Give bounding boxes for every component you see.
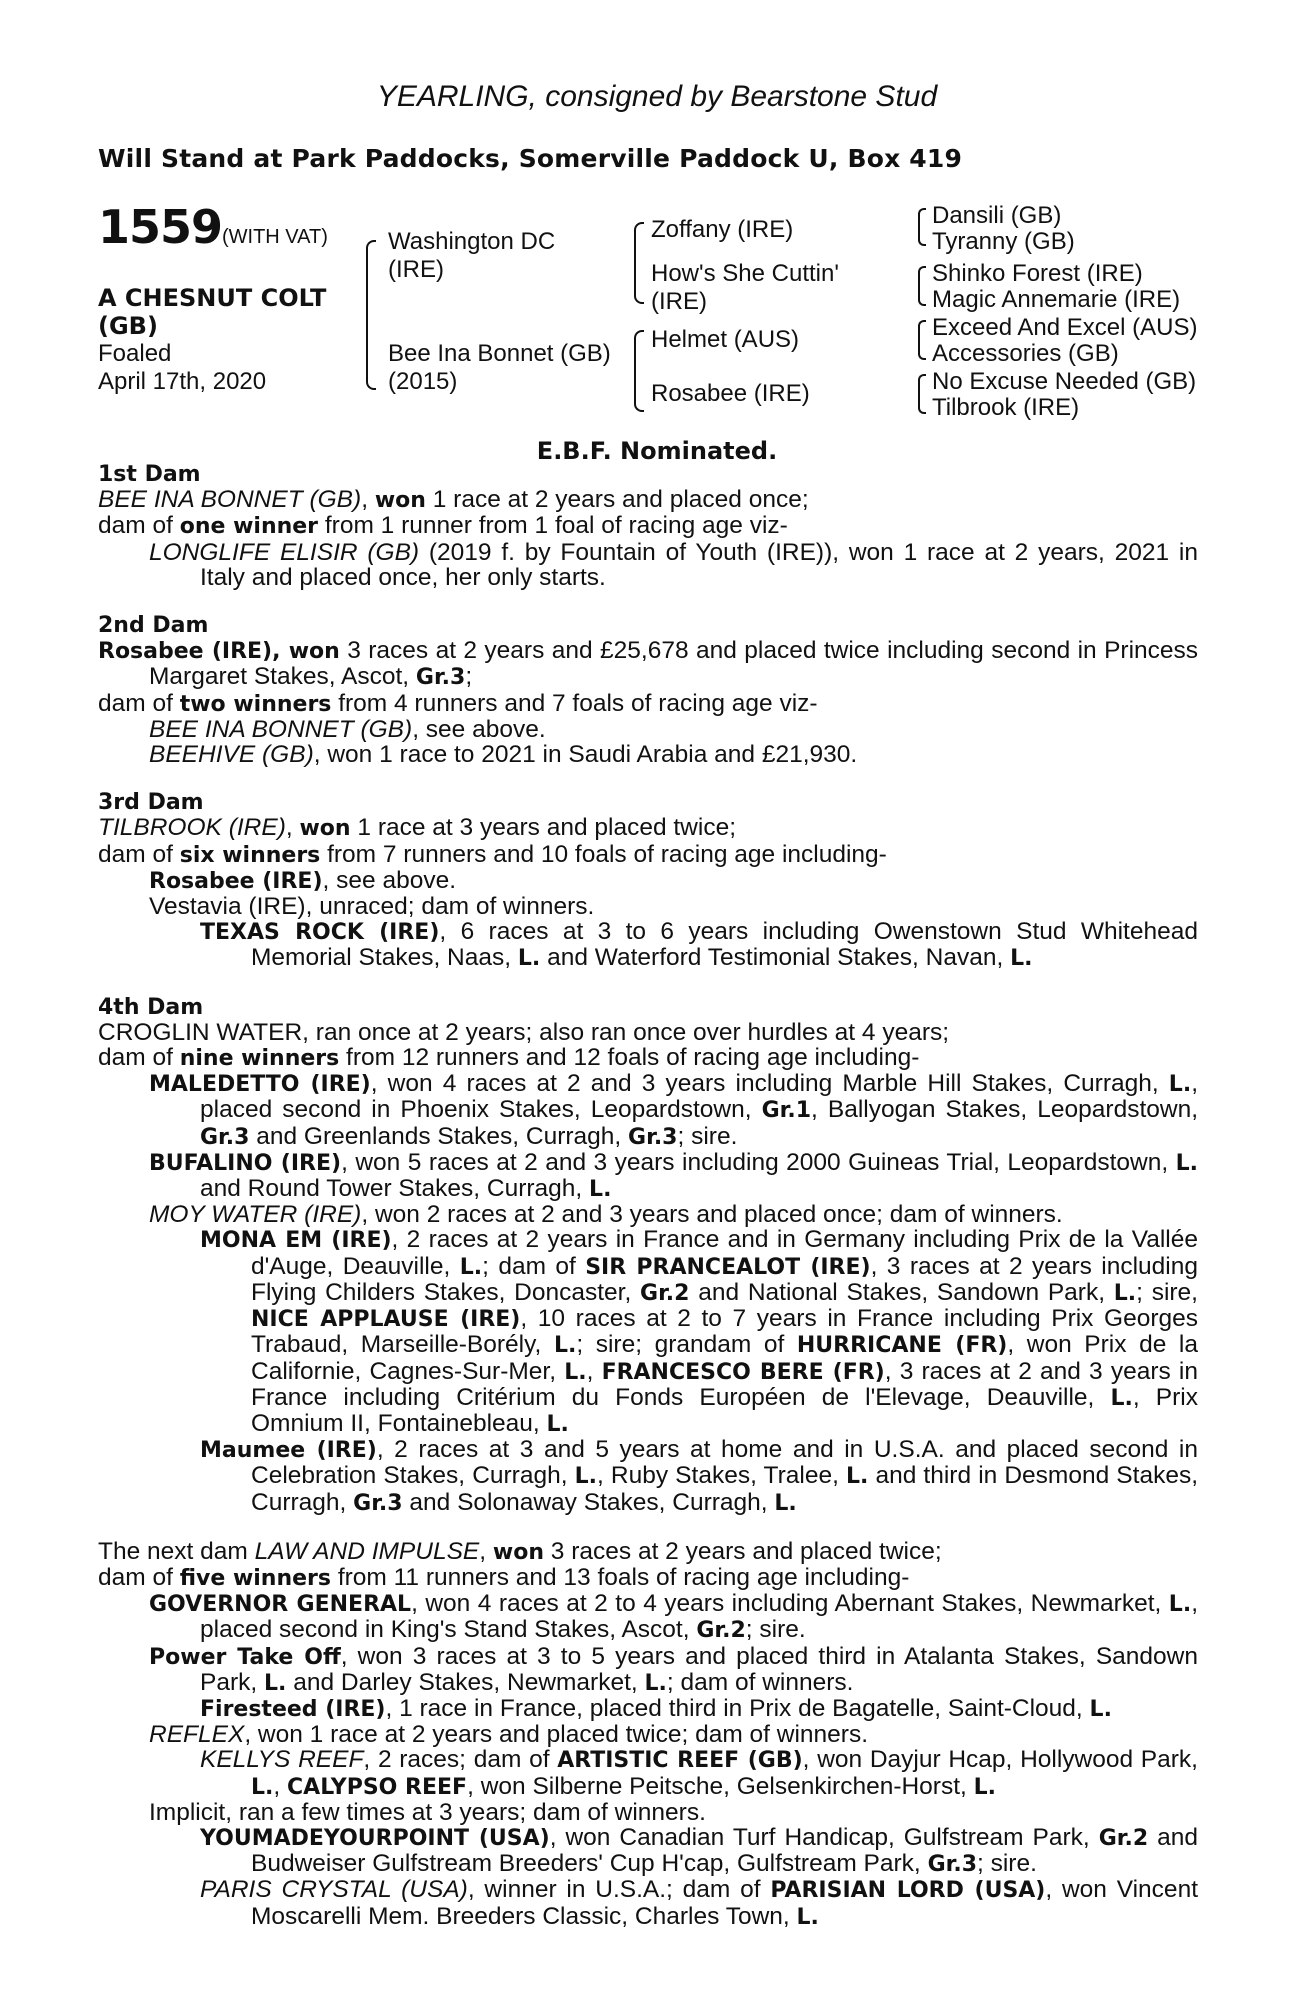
d3-line-a: TILBROOK (IRE), won 1 race at 3 years and placed twice; — [98, 814, 737, 842]
pedigree-brace-3 — [918, 320, 926, 360]
d3-e-listed2: L. — [1010, 946, 1033, 972]
d2-b-rest: from 4 runners and 7 foals of racing age viz- — [331, 689, 818, 717]
d1-b-rest: from 1 runner from 1 foal of racing age viz- — [318, 512, 788, 540]
pedigree-sire-dam — [651, 260, 839, 316]
pedigree-sire-dam-line-2: (IRE) — [651, 288, 707, 315]
d1-c-rest: (2019 f. by Fountain of Youth (IRE)), won 1 race at 2 years, 2021 in Italy and placed once, her only starts. — [200, 538, 1198, 591]
next-dam-line-h: Implicit, ran a few times at 3 years; dam of winners. — [149, 1798, 706, 1826]
d3-c-rest: , see above. — [322, 866, 456, 894]
section-heading-1st-dam: 1st Dam — [98, 462, 201, 487]
pedigree-sire-line-1: Washington DC — [388, 228, 556, 255]
dam-line-body — [98, 462, 1198, 1930]
next-dam-line-f: REFLEX, won 1 race at 2 years and placed twice; dam of winners. — [149, 1721, 869, 1749]
d2-a-name: Rosabee (IRE), won — [98, 639, 340, 665]
d3-e-listed: L. — [517, 946, 541, 972]
pedigree-sdd: Magic Annemarie (IRE) — [932, 286, 1181, 313]
section-heading-4th-dam: 4th Dam — [98, 994, 204, 1020]
d1-a-name: BEE INA BONNET (GB) — [98, 486, 362, 514]
pedigree-brace-sire — [634, 222, 644, 304]
pedigree-dam-dam: Rosabee (IRE) — [651, 380, 810, 407]
d3-c-name: Rosabee (IRE) — [149, 868, 323, 894]
d4-line-f: MONA EM (IRE), 2 races at 2 years in France and in Germany including Prix de la Vallée d'Auge, Deauville, L.; dam of SIR PRANCEALOT (IRE), 3 races at 2 years including Flying Childers Stakes, Doncaster, Gr.2 and National Stakes, Sandown Park, L.; sire, NICE APPLAUSE (IRE), 10 races at 2 to 7 years in France including Prix Georges Trabaud, Marseille-Borély, L.; sire; grandam of HURRICANE (FR), won Prix de la Californie, Cagnes-Sur-Mer, L., FRANCESCO BERE (FR), 3 races at 2 and 3 years in France including Critérium du Fonds Européen de l'Elevage, Deauville, L., Prix Omnium II, Fontainebleau, L. — [200, 1226, 1199, 1437]
d2-c-rest: , see above. — [412, 715, 546, 743]
d3-line-d: Vestavia (IRE), unraced; dam of winners. — [149, 893, 595, 921]
next-dam-line-e: Firesteed (IRE), 1 race in France, placed third in Prix de Bagatelle, Saint-Cloud, L. — [200, 1694, 1112, 1722]
d2-line-a — [98, 638, 1198, 690]
d2-c-name: BEE INA BONNET (GB) — [149, 715, 413, 743]
pedigree-dam-line-2: (2015) — [388, 368, 458, 395]
d3-b-rest: from 7 runners and 10 foals of racing age including- — [320, 840, 887, 868]
d3-b-winners: six winners — [179, 842, 321, 868]
d4-b-prefix: dam of — [98, 1044, 180, 1072]
lot-description — [98, 284, 326, 340]
page-title: YEARLING, consigned by Bearstone Stud — [376, 80, 938, 113]
d1-a-rest: 1 race at 2 years and placed once; — [425, 486, 809, 514]
pedigree-sss: Dansili (GB) — [932, 202, 1062, 229]
pedigree-dam-line-1: Bee Ina Bonnet (GB) — [388, 340, 611, 367]
section-heading-3rd-dam: 3rd Dam — [98, 790, 204, 816]
d2-a-rest: 3 races at 2 years and £25,678 and placed twice including second in Princess Margaret Stakes, Ascot, — [149, 637, 1199, 691]
foaled-value: April 17th, 2020 — [98, 368, 267, 395]
d4-b-winners: nine winners — [179, 1046, 340, 1072]
d3-line-b — [98, 842, 1198, 868]
d2-line-b — [98, 691, 1198, 717]
d2-a-end: ; — [465, 663, 473, 691]
vat-note: (WITH VAT) — [222, 226, 328, 248]
lot-description-line-2: (GB) — [98, 312, 158, 340]
next-dam-line-i: YOUMADEYOURPOINT (USA), won Canadian Turf Handicap, Gulfstream Park, Gr.2 and Budweiser Gulfstream Breeders' Cup H'cap, Gulfstream Park, Gr.3; sire. — [200, 1823, 1198, 1878]
d3-a-won: won — [299, 816, 351, 842]
pedigree-dss: Exceed And Excel (AUS) — [932, 314, 1198, 341]
ebf-nominated: E.B.F. Nominated. — [536, 437, 778, 465]
d2-b-winners: two winners — [179, 691, 332, 717]
pedigree-sds: Shinko Forest (IRE) — [932, 260, 1143, 287]
d3-e-rest: , 6 races at 3 to 6 years including Owenstown Stud Whitehead Memorial Stakes, Naas, — [251, 918, 1198, 972]
d1-line-c — [98, 540, 1198, 590]
pedigree-sire-line-2: (IRE) — [388, 256, 444, 283]
d3-a-rest: 1 race at 3 years and placed twice; — [350, 814, 737, 842]
d4-line-e: MOY WATER (IRE), won 2 races at 2 and 3 years and placed once; dam of winners. — [149, 1201, 1063, 1229]
pedigree-brace-dam — [634, 330, 644, 412]
d3-a-name: TILBROOK (IRE) — [98, 814, 286, 842]
lot-number: 1559 — [98, 200, 223, 254]
foaled-date — [98, 340, 266, 396]
d1-a-won: won — [374, 488, 426, 514]
d4-line-d: BUFALINO (IRE), won 5 races at 2 and 3 years including 2000 Guineas Trial, Leopardstown, L. and Round Tower Stakes, Curragh, L. — [149, 1148, 1198, 1203]
d3-e-rest2: and Waterford Testimonial Stakes, Navan, — [540, 944, 1011, 972]
d1-c-name: LONGLIFE ELISIR (GB) — [149, 538, 420, 566]
d4-line-a: CROGLIN WATER, ran once at 2 years; also ran once over hurdles at 4 years; — [98, 1018, 950, 1046]
pedigree-brace-main — [366, 240, 376, 390]
d3-line-c — [98, 868, 1198, 894]
foaled-label: Foaled — [98, 340, 172, 367]
d1-line-a: BEE INA BONNET (GB), won 1 race at 2 years and placed once; — [98, 486, 809, 514]
next-dam-line-a: The next dam LAW AND IMPULSE, won 3 races at 2 years and placed twice; — [98, 1537, 942, 1565]
pedigree-dds: No Excuse Needed (GB) — [932, 368, 1197, 395]
pedigree-dsd: Accessories (GB) — [932, 340, 1119, 367]
pedigree-sire — [388, 228, 555, 284]
d1-b-prefix: dam of — [98, 512, 180, 540]
next-dam-line-g: KELLYS REEF, 2 races; dam of ARTISTIC REEF (GB), won Dayjur Hcap, Hollywood Park, L., CALYPSO REEF, won Silberne Peitsche, Gelsenkirchen-Horst, L. — [200, 1746, 1198, 1800]
d2-a-grade: Gr.3 — [415, 665, 466, 691]
pedigree-sire-sire: Zoffany (IRE) — [651, 216, 794, 243]
lot-description-line-1: A CHESNUT COLT — [98, 284, 327, 312]
pedigree-dam-sire: Helmet (AUS) — [651, 326, 800, 353]
d2-d-name: BEEHIVE (GB) — [149, 741, 314, 769]
d3-line-e — [98, 919, 1198, 971]
d2-d-rest: , won 1 race to 2021 in Saudi Arabia and £21,930. — [313, 741, 858, 769]
pedigree-ssd: Tyranny (GB) — [932, 228, 1075, 255]
next-dam-line-d: Power Take Off, won 3 races at 3 to 5 years and placed third in Atalanta Stakes, Sandown Park, L. and Darley Stakes, Newmarket, L.; dam of winners. — [149, 1642, 1198, 1696]
d3-b-prefix: dam of — [98, 840, 180, 868]
d1-line-b — [98, 513, 1198, 539]
pedigree-sire-dam-line-1: How's She Cuttin' — [651, 260, 839, 287]
section-heading-2nd-dam: 2nd Dam — [98, 613, 209, 639]
d2-line-d — [98, 742, 1198, 767]
d4-b-rest: from 12 runners and 12 foals of racing age including- — [339, 1044, 920, 1072]
pedigree-brace-1 — [918, 208, 926, 246]
d2-b-prefix: dam of — [98, 689, 180, 717]
d1-b-winners: one winner — [179, 514, 319, 540]
next-dam-line-b: dam of five winners from 11 runners and 13 foals of racing age including- — [98, 1563, 910, 1591]
next-dam-line-c: GOVERNOR GENERAL, won 4 races at 2 to 4 years including Abernant Stakes, Newmarket, L., placed second in King's Stand Stakes, Ascot, Gr.2; sire. — [149, 1590, 1198, 1644]
pedigree-dam — [388, 340, 611, 396]
d4-line-g: Maumee (IRE), 2 races at 3 and 5 years at home and in U.S.A. and placed second in Celebration Stakes, Curragh, L., Ruby Stakes, Tralee, L. and third in Desmond Stakes, Curragh, Gr.3 and Solonaway Stakes, Curragh, L. — [200, 1436, 1199, 1516]
pedigree-ddd: Tilbrook (IRE) — [932, 394, 1080, 421]
d4-line-b — [98, 1045, 1198, 1071]
next-dam-line-j: PARIS CRYSTAL (USA), winner in U.S.A.; dam of PARISIAN LORD (USA), won Vincent Moscarelli Mem. Breeders Classic, Charles Town, L. — [200, 1876, 1198, 1930]
pedigree-brace-4 — [918, 374, 926, 414]
d2-line-c — [98, 717, 1198, 742]
pedigree-brace-2 — [918, 266, 926, 306]
d3-e-name: TEXAS ROCK (IRE) — [200, 920, 440, 946]
d4-line-c: MALEDETTO (IRE), won 4 races at 2 and 3 years including Marble Hill Stakes, Curragh, L., placed second in Phoenix Stakes, Leopardstown, Gr.1, Ballyogan Stakes, Leopardstown, Gr.3 and Greenlands Stakes, Curragh, Gr.3; sire. — [149, 1070, 1199, 1150]
stand-location: Will Stand at Park Paddocks, Somerville Paddock U, Box 419 — [98, 144, 963, 173]
